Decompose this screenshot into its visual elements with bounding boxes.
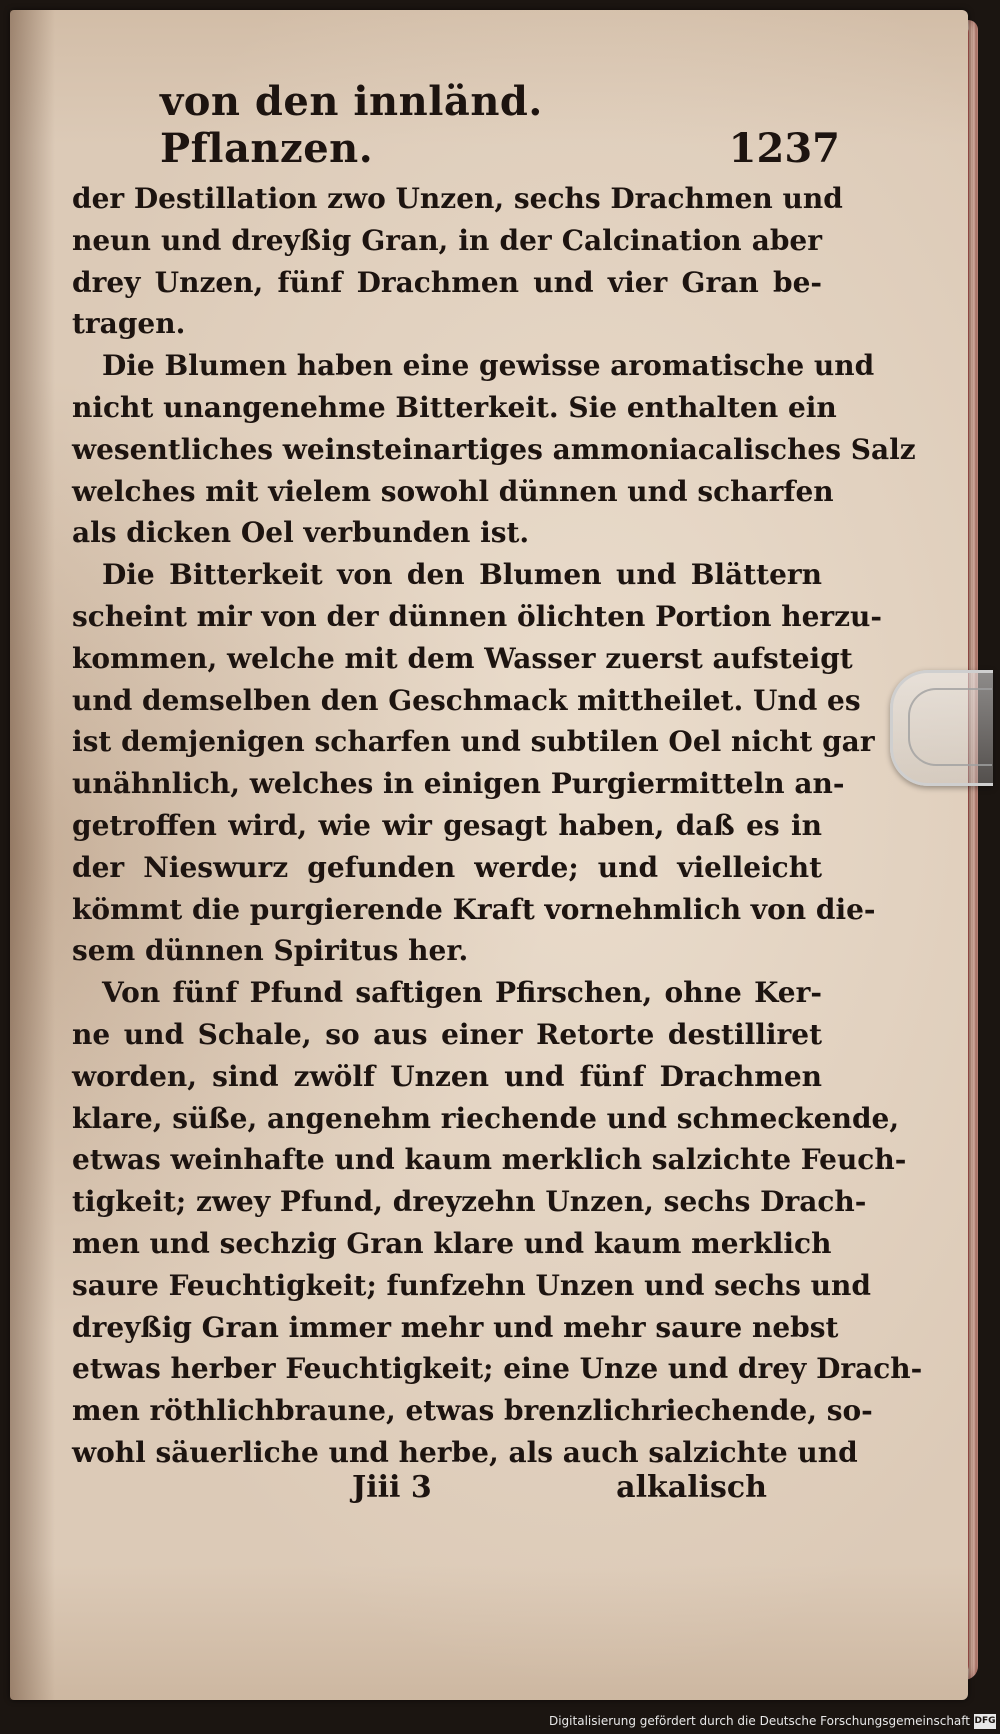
text-line: etwas weinhafte und kaum merklich salzichte Feuch- (72, 1143, 907, 1177)
page-header (160, 78, 840, 172)
text-line: ne und Schale, so aus einer Retorte destilliret (72, 1017, 822, 1051)
text-line: wohl säuerliche und herbe, als auch salzichte und (72, 1435, 858, 1469)
text-line: der Nieswurz gefunden werde; und vielleicht (72, 850, 822, 884)
text-line: drey Unzen, fünf Drachmen und vier Gran be- (72, 265, 822, 299)
text-line: Die Blumen haben eine gewisse aromatische und (102, 349, 875, 383)
text-line: kommen, welche mit dem Wasser zuerst aufsteigt (72, 641, 853, 675)
signature-mark: Jiii 3 (352, 1470, 432, 1505)
text-line: sem dünnen Spiritus her. (72, 934, 469, 968)
text-line: dreyßig Gran immer mehr und mehr saure nebst (72, 1310, 839, 1344)
text-line: ist demjenigen scharfen und subtilen Oel nicht gar (72, 725, 875, 759)
text-line: und demselben den Geschmack mittheilet. Und es (72, 683, 861, 717)
page-clip-inner (908, 688, 992, 766)
text-line: worden, sind zwölf Unzen und fünf Drachmen (72, 1059, 822, 1093)
running-head: von den innländ. Pflanzen. (160, 78, 543, 172)
body-text (72, 178, 923, 1474)
text-line: Von fünf Pfund saftigen Pfirschen, ohne Ker- (102, 976, 822, 1010)
text-line: kömmt die purgierende Kraft vornehmlich von die- (72, 892, 876, 926)
credit-text: Digitalisierung gefördert durch die Deutsche Forschungsgemeinschaft (548, 1714, 970, 1728)
text-line: scheint mir von der dünnen ölichten Portion herzu- (72, 599, 883, 633)
text-line: nicht unangenehme Bitterkeit. Sie enthalten ein (72, 390, 837, 424)
text-line: als dicken Oel verbunden ist. (72, 516, 530, 550)
text-line: etwas herber Feuchtigkeit; eine Unze und drey Drach- (72, 1352, 923, 1386)
dfg-logo-icon: DFG (974, 1714, 996, 1729)
text-line: Die Bitterkeit von den Blumen und Blättern (102, 558, 822, 592)
text-line: men röthlichbraune, etwas brenzlichriechende, so- (72, 1394, 873, 1428)
text-line: men und sechzig Gran klare und kaum merklich (72, 1226, 832, 1260)
text-line: der Destillation zwo Unzen, sechs Drachmen und (72, 182, 843, 215)
text-line: saure Feuchtigkeit; funfzehn Unzen und sechs und (72, 1268, 871, 1302)
text-line: wesentliches weinsteinartiges ammoniacalisches Salz (72, 432, 916, 466)
text-line: welches mit vielem sowohl dünnen und scharfen (72, 474, 834, 508)
credit-bar (0, 1712, 1000, 1734)
text-line: neun und dreyßig Gran, in der Calcination aber (72, 223, 822, 257)
text-line: tigkeit; zwey Pfund, dreyzehn Unzen, sechs Drach- (72, 1185, 867, 1219)
text-line: unähnlich, welches in einigen Purgiermitteln an- (72, 767, 845, 801)
gutter-shadow (10, 10, 55, 1700)
text-line: klare, süße, angenehm riechende und schmeckende, (72, 1101, 900, 1135)
text-line: tragen. (72, 307, 186, 341)
catchword: alkalisch (616, 1470, 767, 1505)
page-footer (72, 1470, 767, 1514)
text-line: getroffen wird, wie wir gesagt haben, daß es in (72, 808, 822, 842)
page-number: 1237 (728, 125, 840, 172)
